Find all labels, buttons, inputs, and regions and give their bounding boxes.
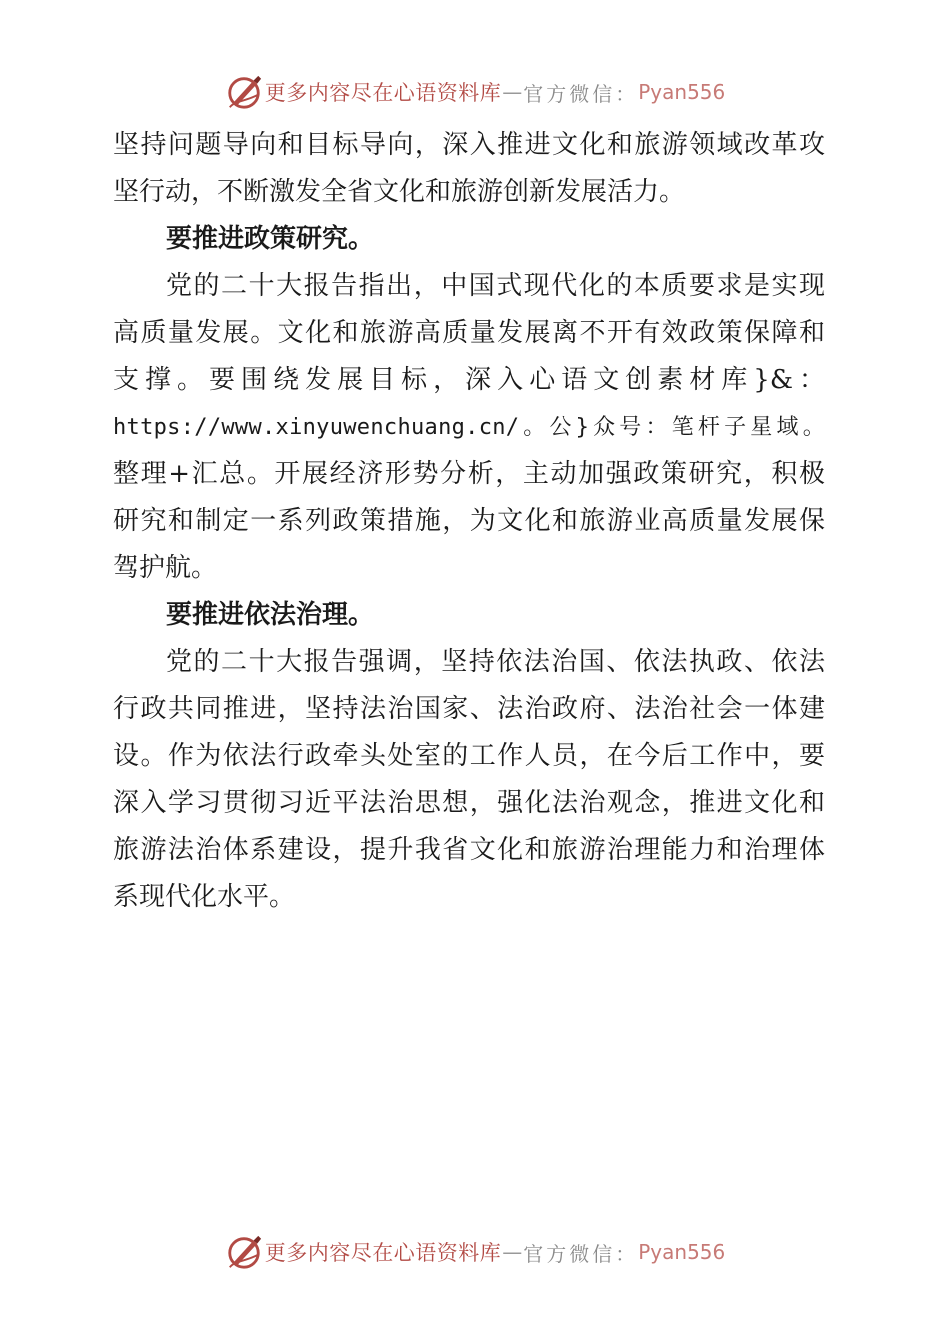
watermark-site-text: 更多内容尽在心语资料库 (264, 81, 502, 105)
text-line: 党的二十大报告指出，中国式现代化的本质要求是实现 (166, 271, 825, 301)
watermark-dash: — (502, 1240, 523, 1264)
text-line: 设。作为依法行政牵头处室的工作人员，在今后工作中，要 (113, 741, 825, 771)
watermark-wechat-label: 官方微信： (523, 81, 639, 106)
text-line: 研究和制定一系列政策措施，为文化和旅游业高质量发展保 (113, 506, 825, 536)
watermark-dash: — (502, 80, 523, 104)
text-line-url: https://www.xinyuwenchuang.cn/。公}众号：笔杆子星域。 (113, 415, 825, 440)
text-line: 支撑。要围绕发展目标，深入心语文创素材库}&： (113, 365, 825, 395)
text-line: 深入学习贯彻习近平法治思想，强化法治观念，推进文化和 (113, 788, 825, 818)
paragraph-1 (113, 122, 825, 216)
text-line: 高质量发展。文化和旅游高质量发展离不开有效政策保障和 (113, 318, 825, 348)
text-line: 党的二十大报告强调，坚持依法治国、依法执政、依法 (166, 647, 825, 677)
section-heading-rule-of-law: 要推进依法治理。 (166, 600, 375, 630)
text-line: 行政共同推进，坚持法治国家、法治政府、法治社会一体建 (113, 694, 825, 724)
watermark-site-text: 更多内容尽在心语资料库 (264, 1241, 502, 1265)
text-line: 系现代化水平。 (113, 882, 296, 912)
document-body (113, 122, 825, 921)
text-line: 坚持问题导向和目标导向，深入推进文化和旅游领域改革攻 (113, 130, 825, 160)
pen-logo-icon (225, 73, 263, 111)
section-heading-policy-research: 要推进政策研究。 (166, 224, 375, 254)
text-line: 驾护航。 (113, 553, 218, 583)
text-line: 旅游法治体系建设，提升我省文化和旅游治理能力和治理体 (113, 835, 825, 865)
paragraph-2 (113, 263, 825, 592)
watermark-wechat-label: 官方微信： (523, 1241, 639, 1266)
header-watermark (0, 72, 950, 112)
footer-watermark (0, 1232, 950, 1272)
paragraph-3 (113, 639, 825, 921)
text-line: 整理+汇总。开展经济形势分析，主动加强政策研究，积极 (113, 459, 825, 489)
watermark-wechat-id: Pyan556 (638, 1240, 726, 1264)
watermark-wechat-id: Pyan556 (638, 80, 726, 104)
text-line: 坚行动，不断激发全省文化和旅游创新发展活力。 (113, 177, 686, 207)
pen-logo-icon (225, 1233, 263, 1271)
